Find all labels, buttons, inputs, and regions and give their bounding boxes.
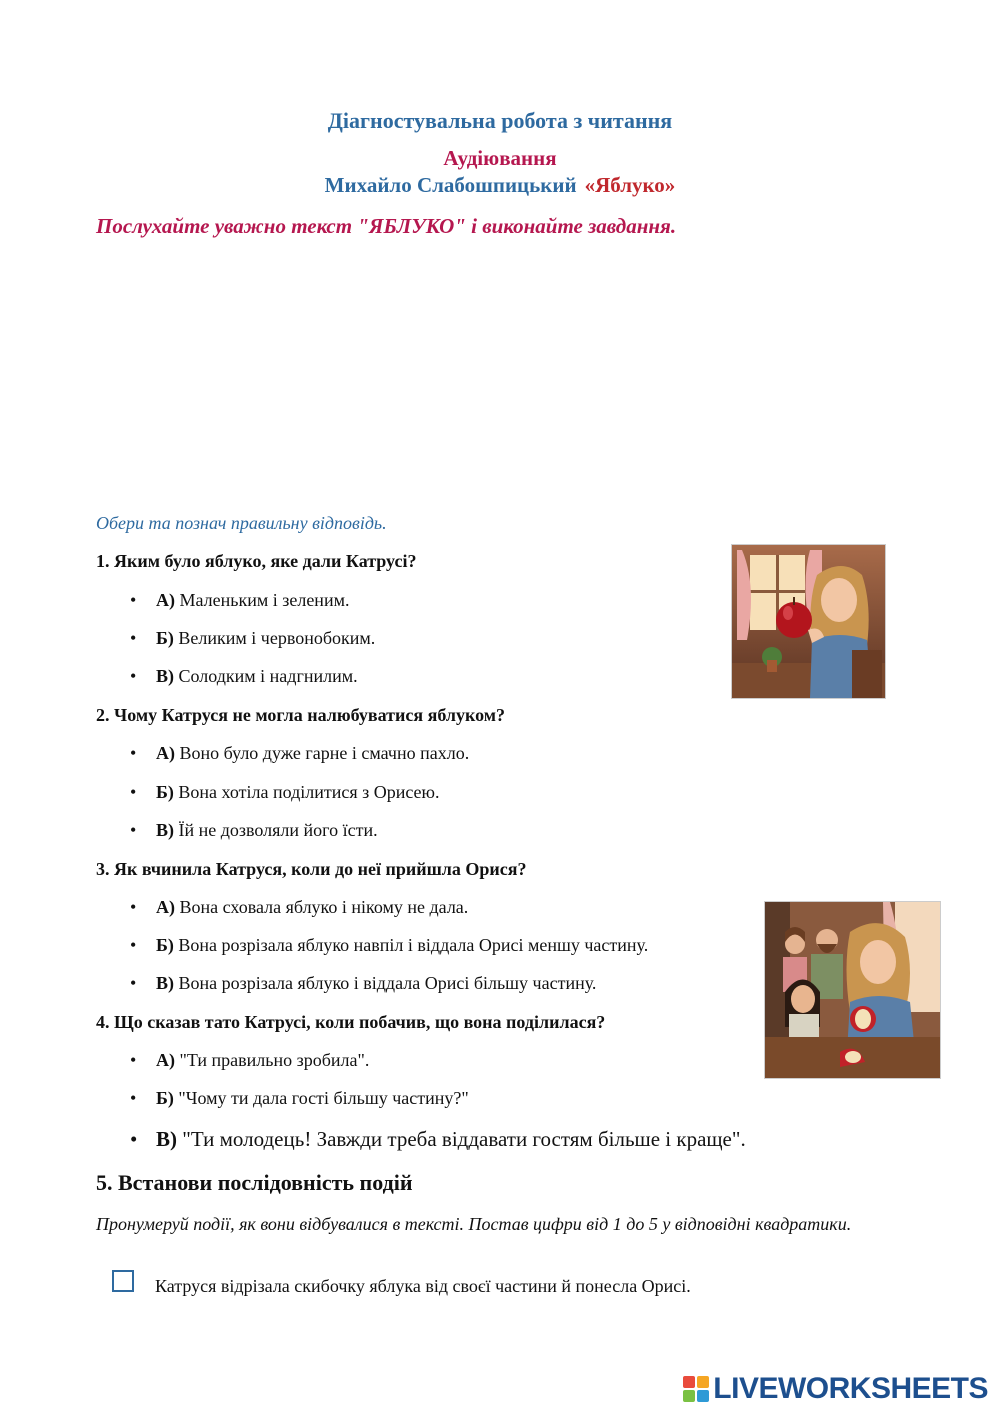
logo-text: LIVEWORKSHEETS <box>713 1372 988 1405</box>
q1-option-a[interactable] <box>130 590 349 611</box>
option-letter: В) <box>156 973 174 993</box>
question-1: 1. Яким було яблуко, яке дали Катрусі? <box>96 551 417 571</box>
page-title: Діагностувальна робота з читання <box>327 108 673 133</box>
illustration-girl-with-apple-svg <box>732 545 885 698</box>
task5-heading: 5. Встанови послідовність подій <box>96 1170 413 1195</box>
q3-option-c[interactable] <box>130 973 596 994</box>
event-order-box[interactable] <box>112 1270 134 1292</box>
bullet: • <box>130 820 137 840</box>
option-text: Воно було дуже гарне і смачно пахло. <box>179 743 470 763</box>
bullet: • <box>130 973 137 993</box>
question-2: 2. Чому Катруся не могла налюбуватися яблуком? <box>96 705 506 725</box>
q1-option-b[interactable] <box>130 628 375 649</box>
option-text: Вона хотіла поділитися з Орисею. <box>178 782 440 802</box>
option-text: "Чому ти дала гості більшу частину?" <box>178 1088 469 1108</box>
option-letter: А) <box>156 743 175 763</box>
illustration-sharing-apple <box>764 901 941 1079</box>
task5-instruction: Пронумеруй події, як вони відбувалися в тексті. Постав цифри від 1 до 5 у відповідні квадратики. <box>96 1214 852 1234</box>
q4-option-a[interactable] <box>130 1050 369 1071</box>
option-text: Вона сховала яблуко і нікому не дала. <box>179 897 469 917</box>
bullet: • <box>130 897 137 917</box>
q3-option-a[interactable] <box>130 897 468 918</box>
bullet: • <box>130 782 137 802</box>
author-name: Михайло Слабошпицький <box>324 173 577 197</box>
task-intro: Обери та познач правильну відповідь. <box>96 513 387 533</box>
question-4: 4. Що сказав тато Катрусі, коли побачив, що вона поділилася? <box>96 1012 606 1032</box>
option-text: "Ти правильно зробила". <box>179 1050 370 1070</box>
logo-blocks-icon <box>683 1376 709 1402</box>
bullet: • <box>130 1088 137 1108</box>
q2-option-b[interactable] <box>130 782 440 803</box>
option-letter: В) <box>156 666 174 686</box>
bullet: • <box>130 1050 137 1070</box>
liveworksheets-logo <box>683 1372 988 1406</box>
q2-option-c[interactable] <box>130 820 378 841</box>
illustration-sharing-apple-svg <box>765 902 940 1078</box>
option-letter: Б) <box>156 1088 174 1108</box>
option-letter: Б) <box>156 782 174 802</box>
option-text: Солодким і надгнилим. <box>178 666 358 686</box>
illustration-girl-with-apple <box>731 544 886 699</box>
option-letter: Б) <box>156 628 174 648</box>
option-letter: А) <box>156 590 175 610</box>
question-3: 3. Як вчинила Катруся, коли до неї прийшла Орися? <box>96 859 527 879</box>
q2-option-a[interactable] <box>130 743 469 764</box>
q3-option-b[interactable] <box>130 935 648 956</box>
bullet: • <box>130 743 137 763</box>
bullet: • <box>130 628 137 648</box>
bullet: • <box>130 590 137 610</box>
option-letter: А) <box>156 1050 175 1070</box>
option-text: Вона розрізала яблуко навпіл і віддала Орисі меншу частину. <box>178 935 649 955</box>
option-letter: А) <box>156 897 175 917</box>
option-text: Їй не дозволяли його їсти. <box>178 820 378 840</box>
option-text: Вона розрізала яблуко і віддала Орисі більшу частину. <box>178 973 597 993</box>
q4-option-b[interactable] <box>130 1088 469 1109</box>
option-letter: В) <box>156 1127 177 1151</box>
event-text: Катруся відрізала скибочку яблука від своєї частини й понесла Орисі. <box>155 1276 691 1296</box>
q4-option-c[interactable] <box>130 1127 746 1152</box>
listening-instruction: Послухайте уважно текст "ЯБЛУКО" і виконайте завдання. <box>96 214 677 238</box>
author-story-line <box>0 173 1000 198</box>
section-title: Аудіювання <box>443 146 557 170</box>
option-text: "Ти молодець! Завжди треба віддавати гостям більше і краще". <box>182 1127 746 1151</box>
bullet: • <box>130 935 137 955</box>
q1-option-c[interactable] <box>130 666 358 687</box>
option-letter: Б) <box>156 935 174 955</box>
bullet: • <box>130 1127 138 1151</box>
story-title: «Яблуко» <box>584 173 676 197</box>
option-text: Великим і червонобоким. <box>178 628 376 648</box>
bullet: • <box>130 666 137 686</box>
option-letter: В) <box>156 820 174 840</box>
option-text: Маленьким і зеленим. <box>179 590 350 610</box>
